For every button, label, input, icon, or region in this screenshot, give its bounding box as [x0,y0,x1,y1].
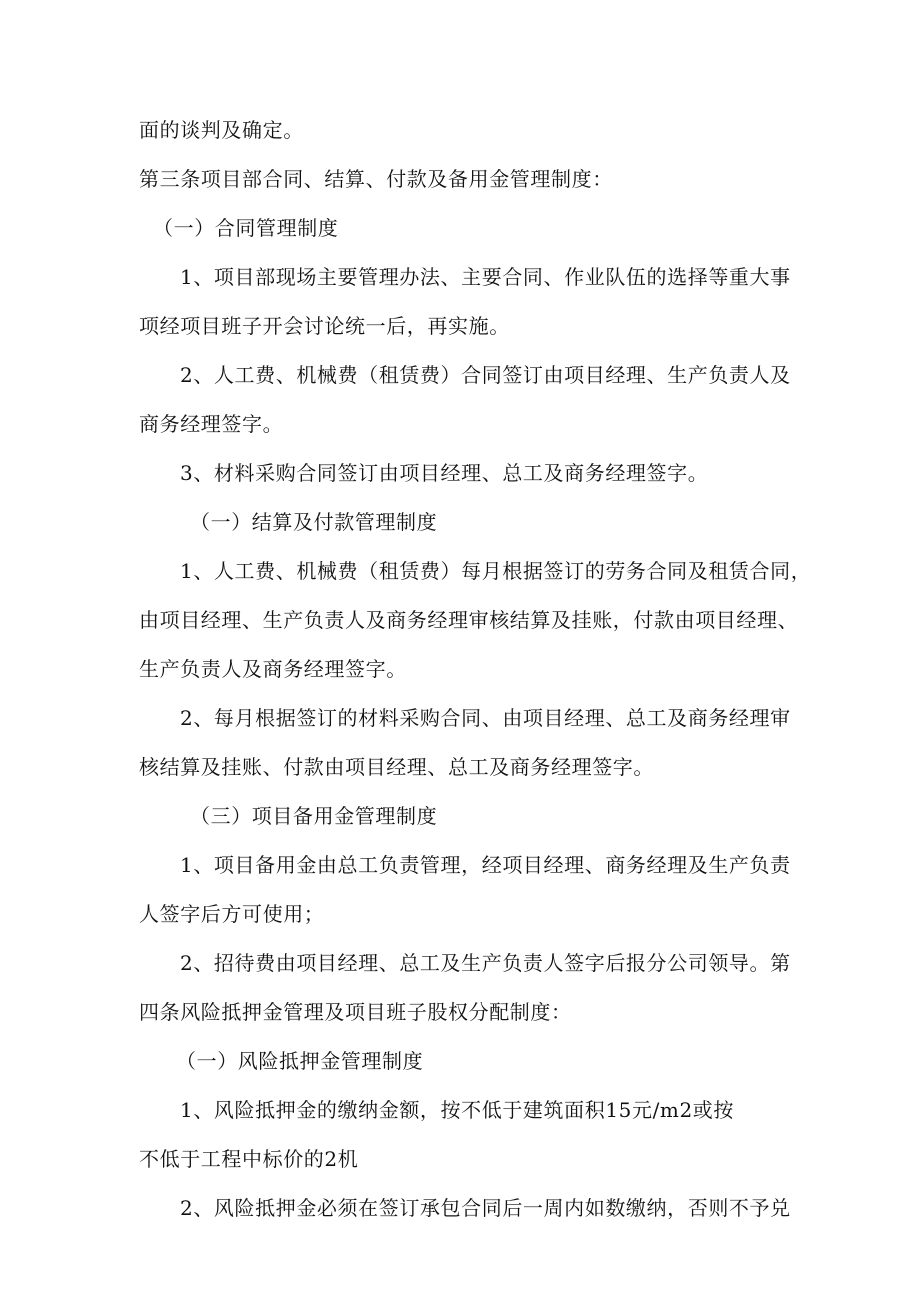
text-line: 商务经理签字。 [139,412,284,436]
subsection-heading: （一）结算及付款管理制度 [190,510,438,534]
text-line: 1、人工费、机械费（租赁费）每月根据签订的劳务合同及租赁合同， [180,559,812,583]
text-line: 核结算及挂账、付款由项目经理、总工及商务经理签字。 [139,755,654,779]
text-line: 1、项目部现场主要管理办法、主要合同、作业队伍的选择等重大事 [180,265,791,289]
text-line: 生产负责人及商务经理签字。 [139,657,407,681]
text-line: 3、材料采购合同签订由项目经理、总工及商务经理签字。 [180,461,709,485]
section-heading: 第三条项目部合同、结算、付款及备用金管理制度： [139,167,613,191]
text-line: 项经项目班子开会讨论统一后，再实施。 [139,314,510,338]
text-line: 2、人工费、机械费（租赁费）合同签订由项目经理、生产负责人及 [180,363,791,387]
text-line: 2、每月根据签订的材料采购合同、由项目经理、总工及商务经理审 [180,706,791,730]
subsection-heading: （三）项目备用金管理制度 [190,804,438,828]
text-line: 2、风险抵押金必须在签订承包合同后一周内如数缴纳，否则不予兑 [180,1196,791,1220]
subsection-heading: （一）风险抵押金管理制度 [176,1049,424,1073]
subsection-heading: （一）合同管理制度 [153,216,339,240]
text-line: 面的谈判及确定。 [139,118,304,142]
section-heading: 四条风险抵押金管理及项目班子股权分配制度： [139,1000,572,1024]
text-line: 1、风险抵押金的缴纳金额，按不低于建筑面积15元/m2或按 [180,1098,735,1122]
text-line: 1、项目备用金由总工负责管理，经项目经理、商务经理及生产负责 [180,853,791,877]
text-line: 人签字后方可使用； [139,902,325,926]
text-line: 2、招待费由项目经理、总工及生产负责人签字后报分公司领导。第 [180,951,791,975]
text-line: 不低于工程中标价的2机 [139,1147,359,1171]
text-line: 由项目经理、生产负责人及商务经理审核结算及挂账，付款由项目经理、 [139,608,799,632]
